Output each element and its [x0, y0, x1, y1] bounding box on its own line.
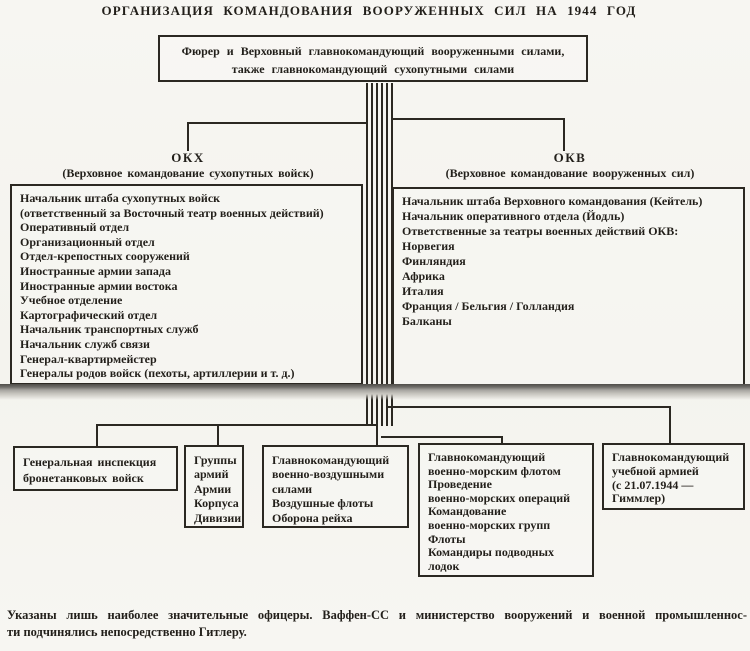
connector-formations-drop	[217, 424, 219, 446]
text-line: Главнокомандующий	[612, 450, 730, 464]
node-navy	[418, 443, 594, 577]
text-line: Учебное отделение	[20, 293, 123, 308]
node-luftwaffe	[262, 445, 409, 528]
trunk-line	[366, 83, 368, 426]
node-okw	[392, 187, 745, 390]
connector-right-lower-horizontal	[381, 436, 503, 438]
text-line: Начальник оперативного отдела (Йодль)	[402, 209, 625, 223]
text-line: Группы	[194, 453, 237, 467]
trunk-line	[371, 83, 373, 426]
connector-okh-horizontal	[187, 122, 368, 124]
footer-line2: ти подчинялись непосредственно Гитлеру.	[7, 625, 247, 639]
node-fuehrer	[158, 35, 588, 82]
text-line: Дивизии	[194, 510, 242, 525]
text-line: Армии	[194, 481, 232, 496]
text-line: Иностранные армии запада	[20, 263, 171, 278]
text-line: Корпуса	[194, 496, 239, 511]
text-line: учебной армией	[612, 463, 699, 478]
text-line: Командование	[428, 504, 507, 519]
text-line: Африка	[402, 269, 445, 283]
trunk-line	[376, 83, 378, 426]
node-panzer-inspection	[13, 446, 178, 491]
fuehrer-line2: также главнокомандующий сухопутными силами	[231, 62, 515, 76]
footer-note	[7, 607, 747, 641]
trunk-line	[381, 83, 383, 426]
text-line: (ответственный за Восточный театр военных действий)	[20, 205, 324, 220]
text-line: Финляндия	[402, 254, 466, 268]
text-line: Балканы	[402, 314, 452, 328]
connector-okw-horizontal	[392, 118, 565, 120]
text-line: Организационный отдел	[20, 234, 155, 249]
node-replacement-army	[602, 443, 745, 510]
text-line: военно-морским флотом	[428, 463, 561, 478]
text-line: Норвегия	[402, 239, 455, 253]
text-line: Генеральная инспекция	[23, 455, 157, 469]
okh-abbreviation: ОКХ	[171, 150, 205, 165]
text-line: лодок	[428, 558, 460, 573]
fuehrer-line1: Фюрер и Верховный главнокомандующий вооруженными силами,	[181, 44, 565, 58]
text-line: Воздушные флоты	[272, 496, 374, 511]
text-line: силами	[272, 481, 313, 496]
text-line: Начальник транспортных служб	[20, 322, 199, 337]
connector-okw-drop	[563, 118, 565, 151]
text-line: Флоты	[428, 531, 466, 546]
scan-fold-band	[0, 384, 750, 400]
okw-subtitle: (Верховное командование вооруженных сил)	[445, 166, 695, 180]
text-line: Иностранные армии востока	[20, 278, 178, 293]
node-army-formations	[184, 445, 244, 528]
text-line: Главнокомандующий	[272, 453, 390, 467]
text-line: Начальник штаба Верховного командования (Кейтель)	[402, 194, 703, 208]
text-line: Оборона рейха	[272, 510, 353, 525]
text-line: Гиммлер)	[612, 491, 666, 506]
connector-okh-drop	[187, 122, 189, 151]
connector-right-upper-horizontal	[386, 406, 671, 408]
node-okh	[10, 184, 363, 385]
text-line: военно-морских операций	[428, 490, 571, 505]
text-line: (с 21.07.1944 —	[612, 477, 694, 492]
connector-replacement-drop	[669, 406, 671, 444]
text-line: Командиры подводных	[428, 545, 554, 560]
footer-line1: Указаны лишь наиболее значительные офицеры. Ваффен-СС и министерство вооружений и военной промышленнос-	[7, 608, 747, 622]
okh-subtitle: (Верховное командование сухопутных войск)	[62, 166, 314, 180]
text-line: Начальник служб связи	[20, 336, 150, 351]
text-line: военно-морских групп	[428, 517, 551, 532]
text-line: Оперативный отдел	[20, 220, 130, 235]
text-line: Картографический отдел	[20, 307, 158, 322]
text-line: Италия	[402, 284, 444, 298]
text-line: Главнокомандующий	[428, 450, 546, 464]
text-line: Начальник штаба сухопутных войск	[20, 191, 221, 205]
text-line: армий	[194, 467, 229, 482]
trunk-line	[386, 83, 388, 426]
okh-header	[13, 150, 363, 181]
text-line: Генералы родов войск (пехоты, артиллерии и т. д.)	[20, 366, 295, 381]
text-line: бронетанковых войск	[23, 471, 144, 485]
okw-abbreviation: ОКВ	[553, 150, 587, 165]
text-line: Проведение	[428, 477, 492, 492]
text-line: военно-воздушными	[272, 467, 385, 482]
connector-panzer-drop	[96, 424, 98, 447]
okw-header	[395, 150, 745, 181]
text-line: Франция / Бельгия / Голландия	[402, 299, 575, 313]
text-line: Генерал-квартирмейстер	[20, 351, 157, 366]
text-line: Ответственные за театры военных действий ОКВ:	[402, 224, 679, 238]
text-line: Отдел-крепостных сооружений	[20, 249, 190, 264]
connector-left-horizontal	[96, 424, 378, 426]
page-title: ОРГАНИЗАЦИЯ КОМАНДОВАНИЯ ВООРУЖЕННЫХ СИЛ НА 1944 ГОД	[101, 3, 637, 18]
connector-luftwaffe-drop	[376, 424, 378, 446]
